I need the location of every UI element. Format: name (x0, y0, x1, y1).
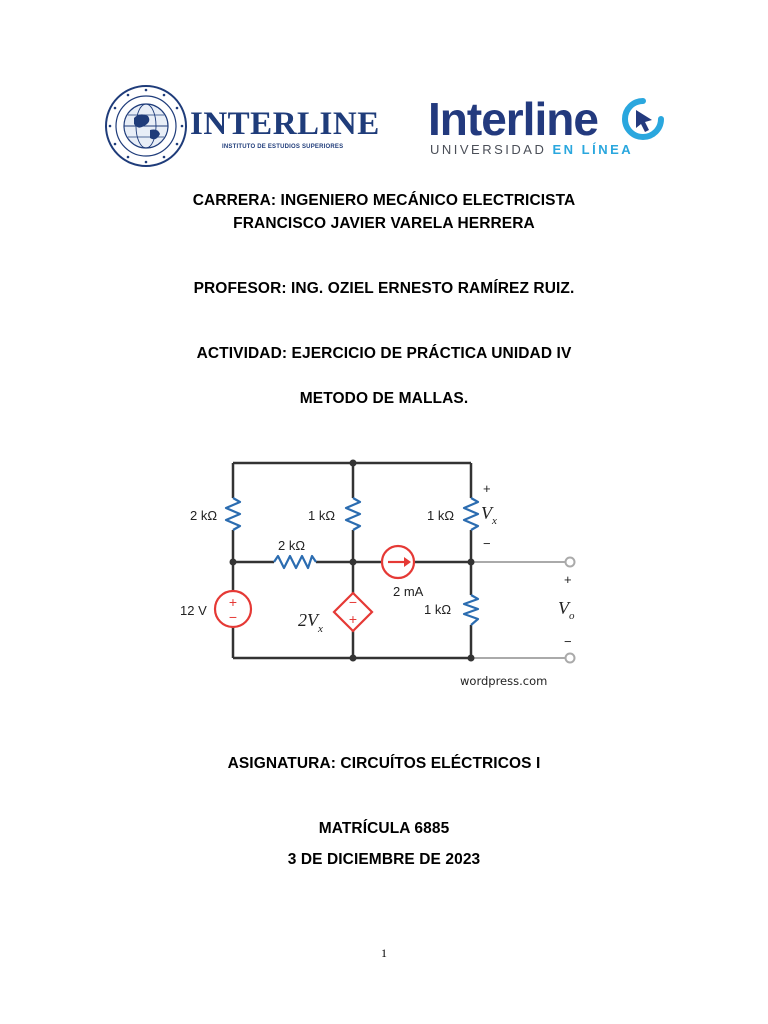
vo-plus: + (564, 572, 572, 587)
svg-text:−: − (228, 609, 238, 625)
resistor-right-top-1k (464, 498, 478, 530)
image-credit: wordpress.com (460, 674, 548, 688)
enrollment-line: MATRÍCULA 6885 (318, 820, 450, 837)
dependent-voltage-source (334, 593, 372, 631)
right-logo-name: Interline (428, 93, 598, 145)
page-number: 1 (381, 946, 387, 960)
right-logo-subtitle-part2: EN LÍNEA (552, 142, 634, 157)
date-line: 3 DE DICIEMBRE DE 2023 (287, 851, 481, 868)
subject-line: ASIGNATURA: CIRCUÍTOS ELÉCTRICOS I (227, 755, 541, 772)
label-12v: 12 V (180, 603, 207, 618)
professor-line: PROFESOR: ING. OZIEL ERNESTO RAMÍREZ RUIZ. (193, 280, 575, 297)
right-logo-subtitle-part1: UNIVERSIDAD (430, 142, 547, 157)
right-logo-subtitle (430, 142, 633, 157)
student-name: FRANCISCO JAVIER VARELA HERRERA (233, 215, 535, 232)
globe-seal-icon (104, 84, 188, 168)
svg-text:+: + (348, 611, 358, 627)
method-heading: METODO DE MALLAS. (299, 390, 469, 407)
label-vo: $V_o$ (558, 598, 575, 622)
current-source-2ma (382, 546, 414, 578)
cursor-swoosh-icon (622, 98, 664, 140)
interline-university-logo (428, 92, 678, 162)
resistor-horizontal-2k (274, 556, 316, 568)
activity-line: ACTIVIDAD: EJERCICIO DE PRÁCTICA UNIDAD IV (196, 345, 572, 362)
label-r-horizontal: 2 kΩ (278, 538, 306, 553)
circuit-diagram (170, 450, 590, 678)
interline-institute-logo (104, 84, 380, 174)
label-r-mid-top: 1 kΩ (308, 508, 336, 523)
vx-minus: − (483, 536, 491, 551)
label-r-right-bottom: 1 kΩ (424, 602, 452, 617)
label-r-right-top: 1 kΩ (427, 508, 455, 523)
label-2ma: 2 mA (393, 584, 424, 599)
label-vx: $V_x$ (481, 503, 497, 527)
resistor-mid-1k (346, 498, 360, 530)
vx-plus: + (483, 481, 491, 496)
svg-text:−: − (348, 594, 358, 610)
left-logo-subtitle: INSTITUTO DE ESTUDIOS SUPERIORES (222, 144, 344, 150)
resistor-right-bottom-1k (464, 595, 478, 625)
label-dependent-source: $2V_x$ (298, 610, 323, 635)
voltage-source-12v (215, 591, 251, 627)
vo-minus: − (564, 634, 572, 649)
label-r-left: 2 kΩ (190, 508, 218, 523)
resistor-left-2k (226, 498, 240, 530)
svg-text:+: + (228, 594, 238, 610)
left-logo-name: INTERLINE (190, 106, 380, 142)
career-line: CARRERA: INGENIERO MECÁNICO ELECTRICISTA (192, 192, 576, 209)
